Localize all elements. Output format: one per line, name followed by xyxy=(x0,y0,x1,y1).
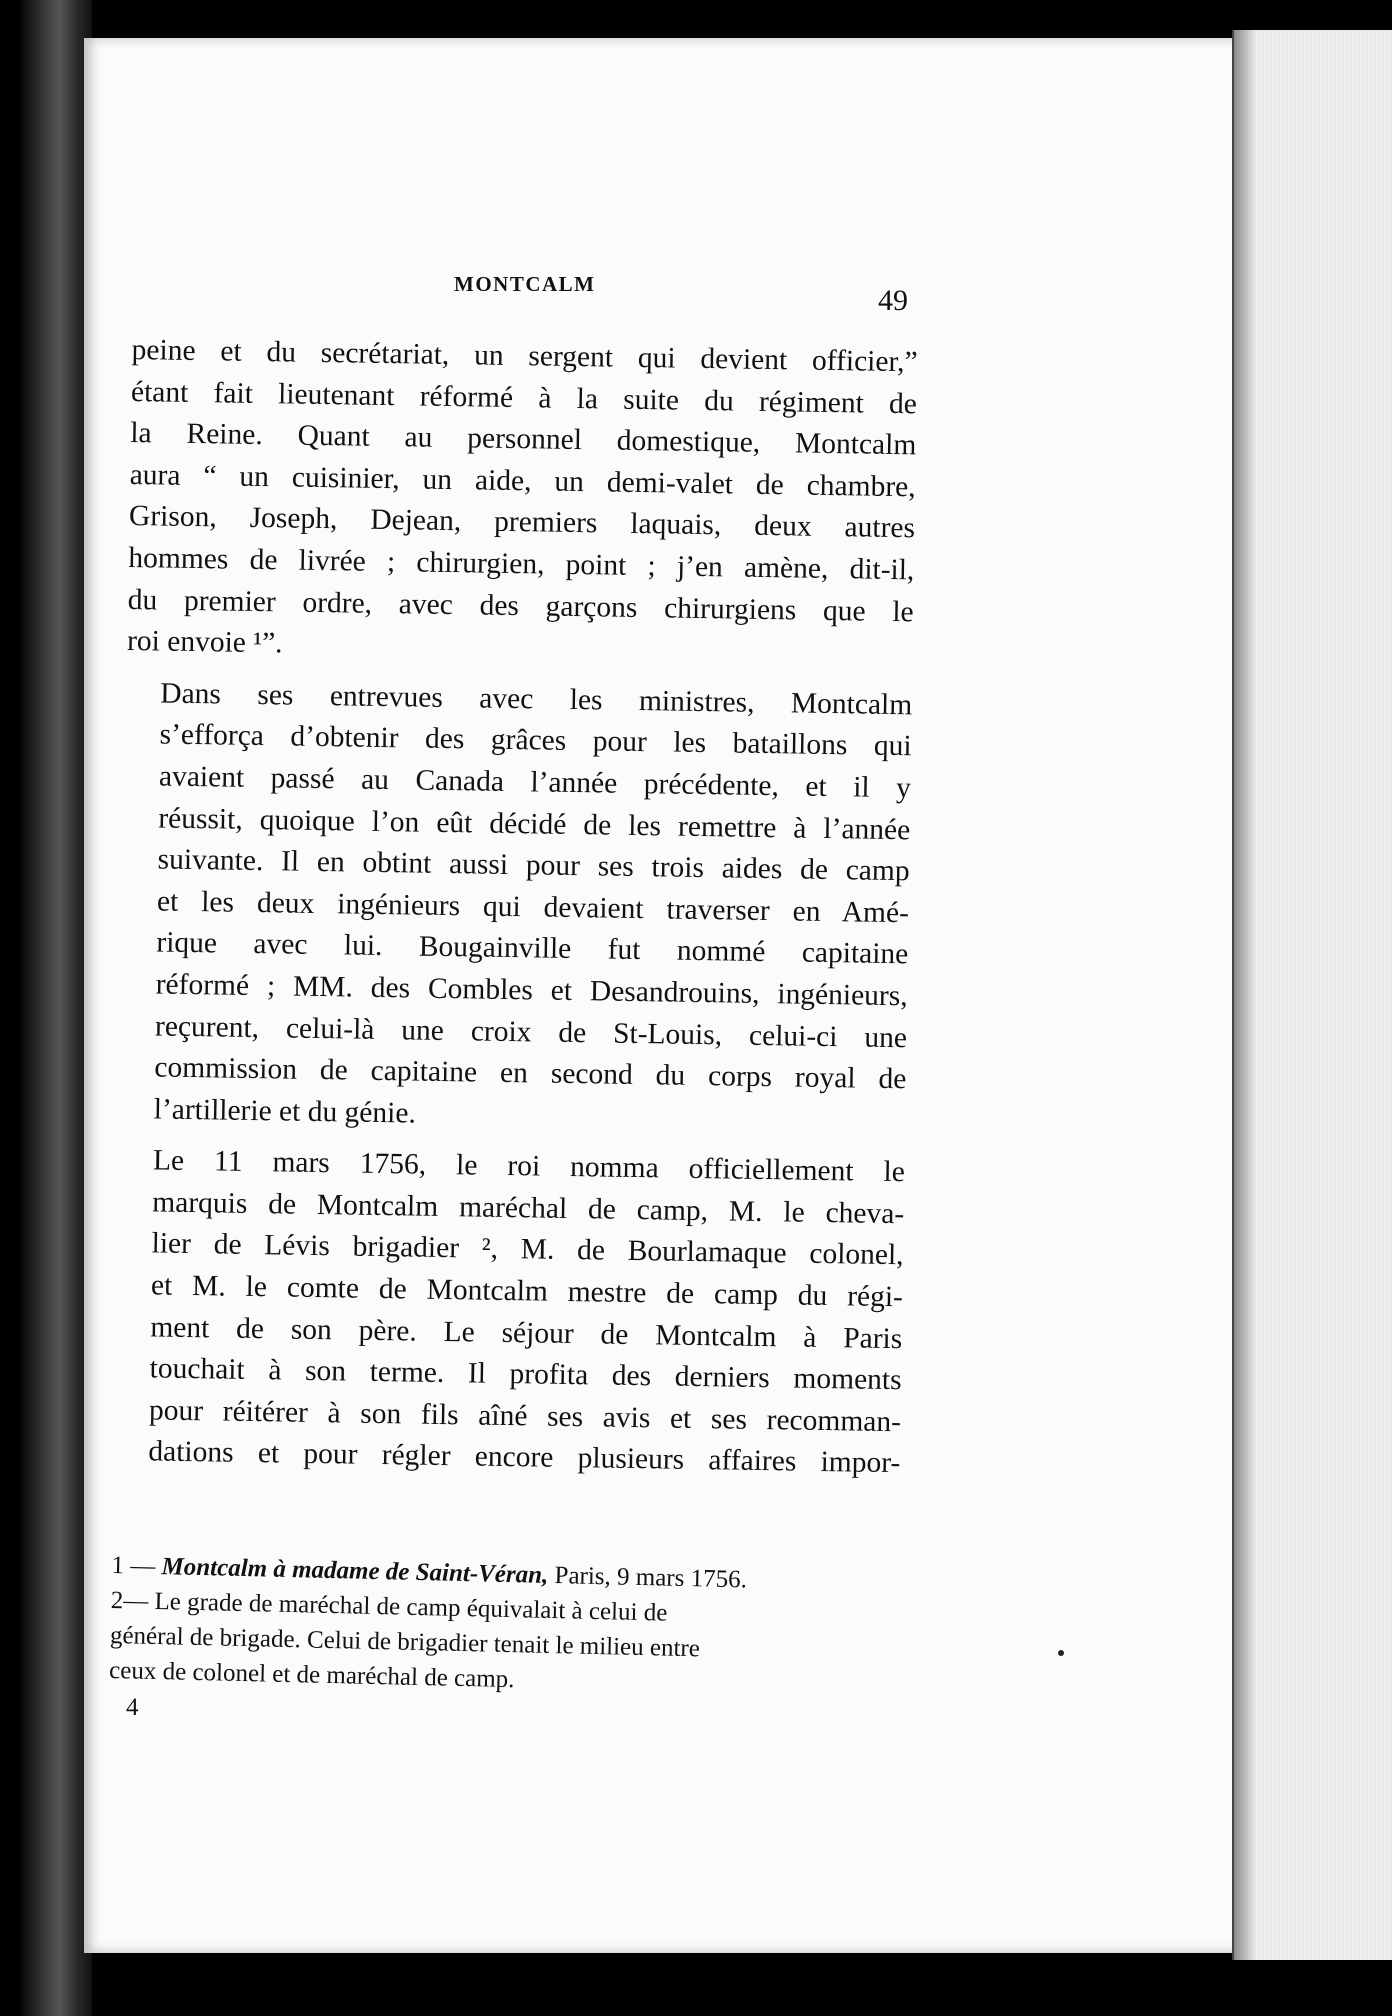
body-text xyxy=(114,330,918,1485)
text-line: étant fait lieutenant réformé à la suite du régiment de xyxy=(130,375,918,420)
text-line: reçurent, celui-là une croix de St-Louis, celui-ci une xyxy=(154,1009,908,1054)
text-line: et les deux ingénieurs qui devaient traverser en Amé- xyxy=(156,885,910,929)
text-line: rique avec lui. Bougainville fut nommé capitaine xyxy=(156,926,909,971)
text-line: l’artillerie et du génie. xyxy=(153,1093,417,1130)
text-line: réussit, quoique l’on eût décidé de les remettre à l’année xyxy=(158,802,911,846)
text-line: Dans ses entrevues avec les ministres, Montcalm xyxy=(160,677,913,722)
page-block-edge xyxy=(1232,30,1392,1960)
text-line: roi envoie ¹”. xyxy=(126,625,283,660)
book-spine-shadow xyxy=(20,0,92,2016)
text-line: suivante. Il en obtint aussi pour ses trois aides de camp xyxy=(157,843,910,888)
text-line: lier de Lévis brigadier ², M. de Bourlamaque colonel, xyxy=(151,1227,904,1272)
text-line: hommes de livrée ; chirurgien, point ; j’en amène, dit-il, xyxy=(128,541,915,587)
text-line: s’efforça d’obtenir des grâces pour les bataillons qui xyxy=(159,718,912,763)
signature-mark: 4 xyxy=(126,1694,139,1721)
text-line: du premier ordre, avec des garçons chirurgiens que le xyxy=(127,583,914,628)
text-line: aura “ un cuisinier, un aide, un demi-valet de chambre, xyxy=(129,458,916,504)
text-line: touchait à son terme. Il profita des derniers moments xyxy=(149,1352,902,1397)
text-line: ment de son père. Le séjour de Montcalm à Paris xyxy=(150,1311,903,1355)
text-line: dations et pour régler encore plusieurs affaires impor- xyxy=(148,1435,901,1480)
page-number: 49 xyxy=(878,284,908,317)
text-line: peine et du secrétariat, un sergent qui devient officier,” xyxy=(131,333,918,379)
text-line: avaient passé au Canada l’année précédente, et il y xyxy=(158,760,912,805)
text-line: commission de capitaine en second du corps royal de xyxy=(154,1051,907,1096)
footnote-2-line: ceux de colonel et de maréchal de camp. xyxy=(108,1656,515,1694)
footnote-1-number: 1 — xyxy=(111,1551,156,1580)
text-line: la Reine. Quant au personnel domestique, Montcalm xyxy=(130,417,917,462)
page-edge-shadow xyxy=(1232,30,1256,1960)
footnotes xyxy=(109,1548,896,1706)
text-line: Le 11 mars 1756, le roi nomma officiellement le xyxy=(152,1144,906,1189)
text-line: réformé ; MM. des Combles et Desandrouins, ingénieurs, xyxy=(155,968,908,1013)
text-line: pour réitérer à son fils aîné ses avis et ses recomman- xyxy=(148,1394,902,1439)
footnote-1-source: Montcalm à madame de Saint-Véran, xyxy=(161,1553,549,1589)
text-line: marquis de Montcalm maréchal de camp, M. le cheva- xyxy=(152,1186,905,1231)
paragraph-1 xyxy=(127,330,918,675)
footnote-1-rest: Paris, 9 mars 1756. xyxy=(554,1562,748,1594)
footnote-2-line: général de brigade. Celui de brigadier tenait le milieu entre xyxy=(109,1621,701,1663)
paragraph-3 xyxy=(114,1140,905,1485)
paragraph-2 xyxy=(119,673,912,1143)
footnote-2-line: 2— Le grade de maréchal de camp équivalait à celui de xyxy=(110,1586,668,1627)
speck-mark xyxy=(1058,1650,1064,1656)
text-line: Grison, Joseph, Dejean, premiers laquais, deux autres xyxy=(128,500,916,545)
text-line: et M. le comte de Montcalm mestre de camp du régi- xyxy=(150,1269,904,1314)
running-head: MONTCALM xyxy=(454,272,596,296)
